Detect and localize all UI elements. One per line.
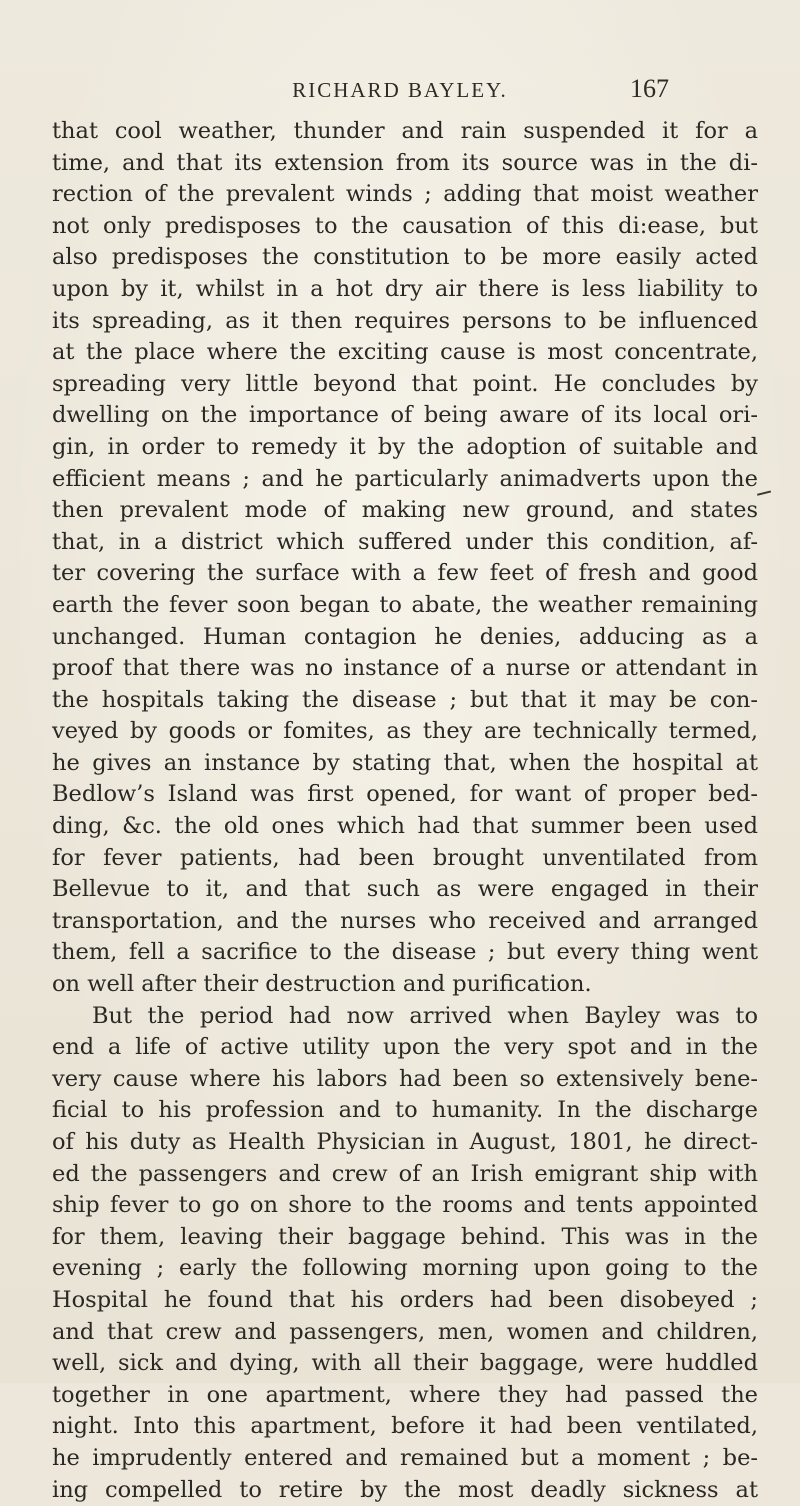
text-line: transportation, and the nurses who received and arranged	[52, 907, 758, 934]
text-line: ed the passengers and crew of an Irish emigrant ship with	[52, 1160, 758, 1187]
text-line: them, fell a sacrifice to the disease ; but every thing went	[52, 939, 758, 966]
text-line: Bellevue to it, and that such as were engaged in their	[52, 876, 758, 903]
text-line: for fever patients, had been brought unventilated from	[52, 844, 758, 871]
text-line: for them, leaving their baggage behind. This was in the	[52, 1223, 758, 1250]
running-head	[0, 74, 800, 108]
text-line: night. Into this apartment, before it had been ventilated,	[52, 1413, 758, 1440]
text-line: he imprudently entered and remained but a moment ; be-	[52, 1444, 758, 1471]
text-line: together in one apartment, where they had passed the	[52, 1381, 758, 1408]
text-line: well, sick and dying, with all their baggage, were huddled	[52, 1350, 758, 1377]
text-line: the hospitals taking the disease ; but that it may be con-	[52, 686, 758, 713]
text-line: he gives an instance by stating that, when the hospital at	[52, 749, 758, 776]
text-line: proof that there was no instance of a nurse or attendant in	[52, 655, 758, 682]
text-line: that cool weather, thunder and rain suspended it for a	[52, 118, 758, 144]
margin-mark	[757, 490, 773, 503]
text-line: earth the fever soon began to abate, the weather remaining	[52, 591, 758, 618]
text-line: Bedlow’s Island was first opened, for want of proper bed-	[52, 781, 758, 808]
text-line: upon by it, whilst in a hot dry air there is less liability to	[52, 275, 758, 302]
text-line: dwelling on the importance of being aware of its local ori-	[52, 402, 758, 429]
text-line: spreading very little beyond that point. He concludes by	[52, 370, 758, 397]
text-line: ding, &c. the old ones which had that summer been used	[52, 813, 758, 840]
text-line: not only predisposes to the causation of this di:ease, but	[52, 212, 758, 239]
text-line: that, in a district which suffered under this condition, af-	[52, 528, 758, 555]
text-line: very cause where his labors had been so extensively bene-	[52, 1065, 758, 1092]
text-line: of his duty as Health Physician in August, 1801, he direct-	[52, 1129, 758, 1155]
text-line: ter covering the surface with a few feet of fresh and good	[52, 560, 758, 587]
text-line: Hospital he found that his orders had been disobeyed ;	[52, 1286, 758, 1313]
text-line: its spreading, as it then requires persons to be influenced	[52, 307, 758, 334]
text-line: on well after their destruction and purification.	[52, 971, 592, 998]
text-line: gin, in order to remedy it by the adoption of suitable and	[52, 433, 758, 460]
text-line: ing compelled to retire by the most deadly sickness at	[52, 1476, 758, 1503]
running-title: RICHARD BAYLEY.	[292, 78, 508, 102]
paragraph-first-line: But the period had now arrived when Bayley was to	[92, 1002, 758, 1029]
page-number: 167	[630, 74, 669, 103]
text-line: unchanged. Human contagion he denies, adducing as a	[52, 623, 758, 650]
text-line: veyed by goods or fomites, as they are technically termed,	[52, 718, 758, 745]
text-line: efficient means ; and he particularly animadverts upon the	[52, 465, 758, 492]
text-line: end a life of active utility upon the very spot and in the	[52, 1034, 758, 1061]
text-line: ficial to his profession and to humanity. In the discharge	[52, 1097, 758, 1124]
text-line: and that crew and passengers, men, women and children,	[52, 1318, 758, 1345]
text-line: rection of the prevalent winds ; adding that moist weather	[52, 181, 758, 208]
text-line: ship fever to go on shore to the rooms and tents appointed	[52, 1192, 758, 1219]
body-text	[52, 116, 758, 1506]
text-line: at the place where the exciting cause is most concentrate,	[52, 339, 758, 366]
text-line: also predisposes the constitution to be more easily acted	[52, 244, 758, 271]
text-line: time, and that its extension from its source was in the di-	[52, 149, 758, 176]
text-line: evening ; early the following morning upon going to the	[52, 1255, 758, 1282]
text-line: then prevalent mode of making new ground, and states	[52, 497, 758, 524]
